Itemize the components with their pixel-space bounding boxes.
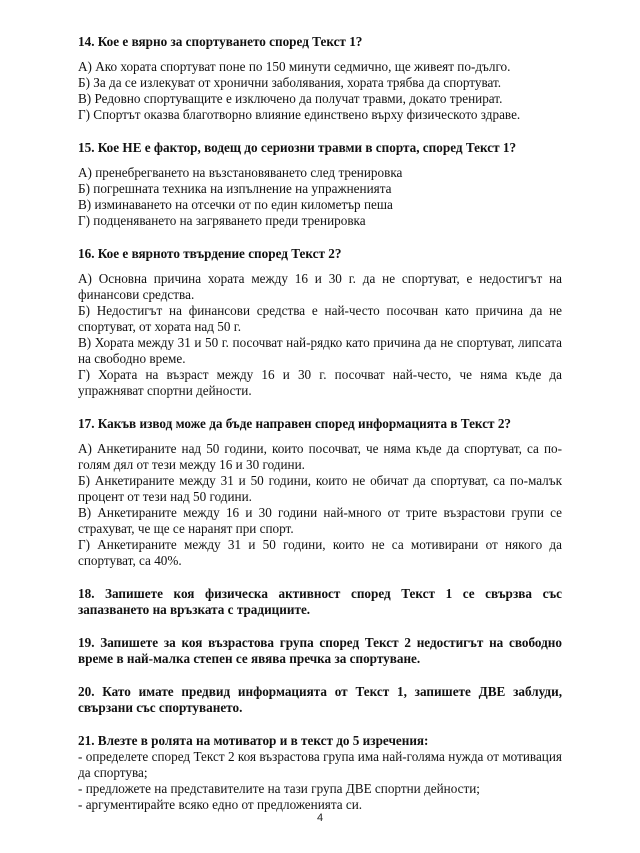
- answer-option-d: Г) Анкетираните между 31 и 50 години, които не са мотивирани от някого да спортуват, са 40%.: [78, 537, 562, 568]
- answer-option-c: В) Анкетираните между 16 и 30 години най-много от трите възрастови групи се страхуват, че ще се наранят при спорт.: [78, 505, 562, 536]
- answer-option-d: Г) подценяването на загряването преди тренировка: [78, 213, 366, 228]
- answer-option-a: А) Основна причина хората между 16 и 30 г. да не спортуват, е недостигът на финансови средства.: [78, 271, 562, 302]
- question-21: [78, 733, 562, 813]
- question-16: [78, 246, 562, 399]
- question-title: 20. Като имате предвид информацията от Текст 1, запишете ДВЕ заблуди, свързани със спортуването.: [78, 684, 562, 715]
- answer-option-d: Г) Хората на възраст между 16 и 30 г. посочват най-често, че няма къде да упражняват спортни дейности.: [78, 367, 562, 398]
- answer-option-d: Г) Спортът оказва благотворно влияние единствено върху физическото здраве.: [78, 107, 521, 122]
- document-page: [78, 34, 562, 830]
- answer-option-a: А) Анкетираните над 50 години, които посочват, че няма къде да спортуват, са по-голям дял от тези между 16 и 30 години.: [78, 441, 562, 472]
- answer-option-a: А) Ако хората спортуват поне по 150 минути седмично, ще живеят по-дълго.: [78, 59, 511, 74]
- answer-option-c: В) Хората между 31 и 50 г. посочват най-рядко като причина да не спортуват, липсата на свободно време.: [78, 335, 562, 366]
- task-item: - определете според Текст 2 коя възрастова група има най-голяма нужда от мотивация да спортува;: [78, 749, 562, 780]
- question-19: [78, 635, 562, 667]
- question-18: [78, 586, 562, 618]
- question-title: 17. Какъв извод може да бъде направен според информацията в Текст 2?: [78, 416, 512, 431]
- question-title: 18. Запишете коя физическа активност според Текст 1 се свързва със запазването на връзката с традициите.: [78, 586, 562, 617]
- question-title: 16. Кое е вярното твърдение според Текст 2?: [78, 246, 342, 261]
- task-item: - предложете на представителите на тази група ДВЕ спортни дейности;: [78, 781, 480, 796]
- question-title: 21. Влезте в ролята на мотиватор и в текст до 5 изречения:: [78, 733, 429, 748]
- answer-option-a: А) пренебрегването на възстановяването след тренировка: [78, 165, 403, 180]
- question-title: 15. Кое НЕ е фактор, водещ до сериозни травми в спорта, според Текст 1?: [78, 140, 517, 155]
- answer-option-c: В) изминаването на отсечки от по един километър пеша: [78, 197, 393, 212]
- answer-option-b: Б) Анкетираните между 31 и 50 години, които не обичат да спортуват, са по-малък процент от тези над 50 години.: [78, 473, 562, 504]
- question-title: 19. Запишете за коя възрастова група според Текст 2 недостигът на свободно време в най-малка степен се явява пречка за спортуване.: [78, 635, 562, 666]
- question-14: [78, 34, 562, 123]
- question-20: [78, 684, 562, 716]
- task-item: - аргументирайте всяко едно от предложенията си.: [78, 797, 363, 812]
- answer-option-c: В) Редовно спортуващите е изключено да получат травми, докато тренират.: [78, 91, 503, 106]
- question-title: 14. Кое е вярно за спортуването според Текст 1?: [78, 34, 363, 49]
- answer-option-b: Б) Недостигът на финансови средства е най-често посочван като причина да не спортуват, от хората над 50 г.: [78, 303, 562, 334]
- answer-option-b: Б) погрешната техника на изпълнение на упражненията: [78, 181, 392, 196]
- question-17: [78, 416, 562, 569]
- answer-option-b: Б) За да се излекуват от хронични заболявания, хората трябва да спортуват.: [78, 75, 502, 90]
- page-number: 4: [316, 812, 324, 824]
- question-15: [78, 140, 562, 229]
